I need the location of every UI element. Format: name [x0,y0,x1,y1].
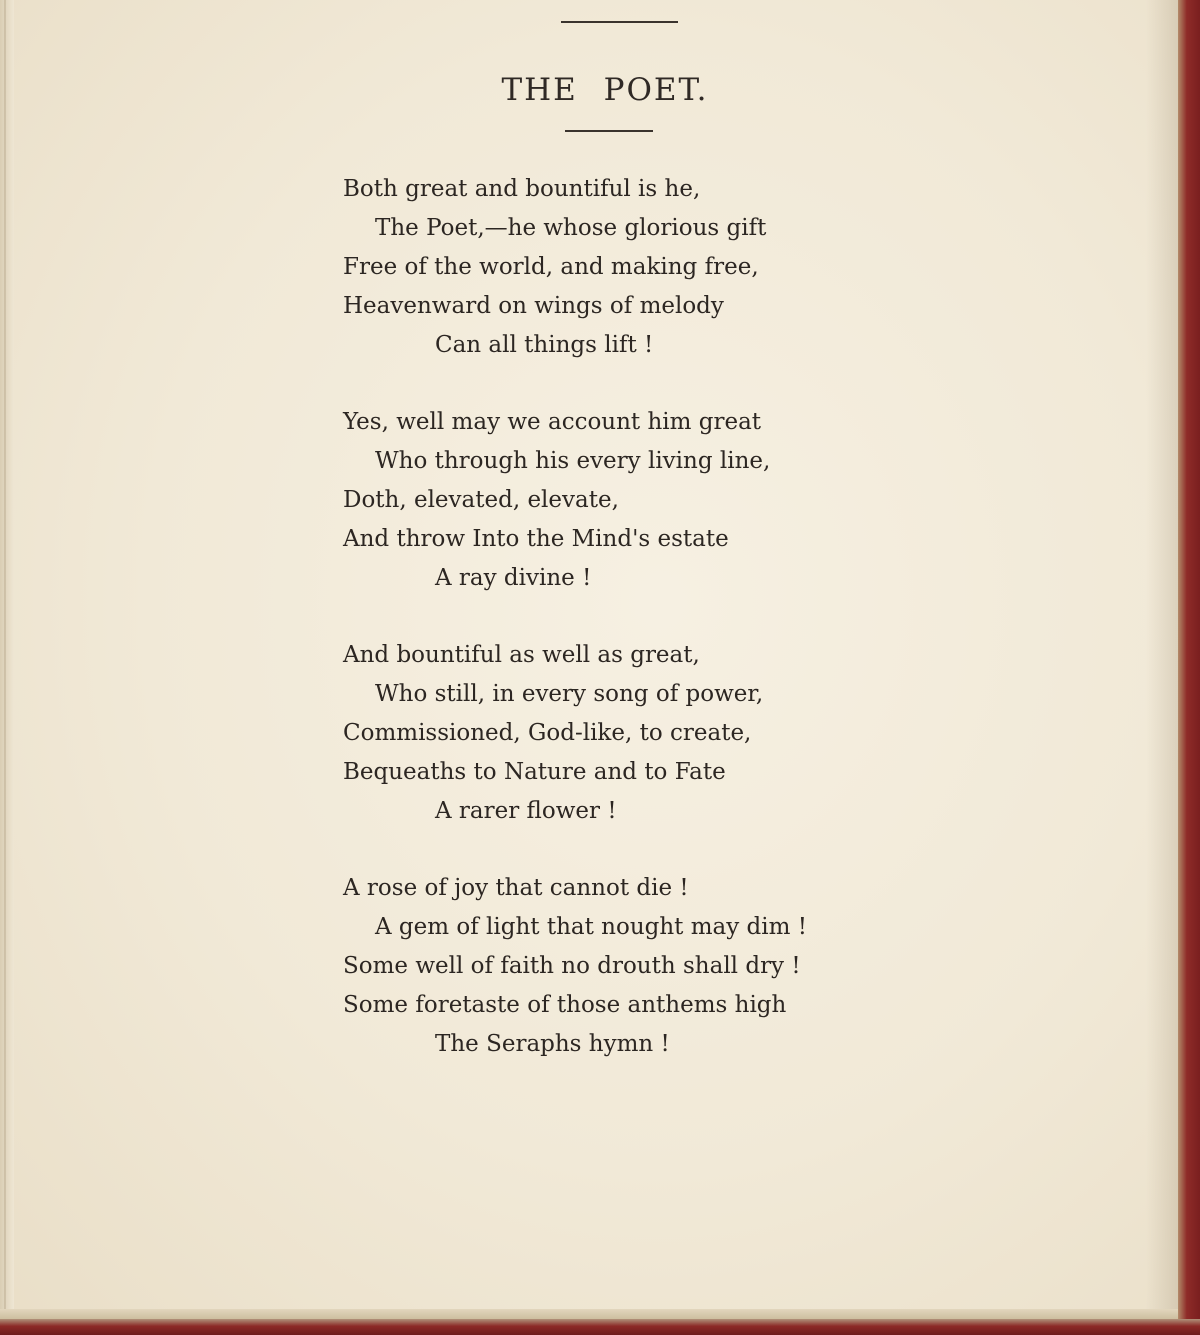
verse-line: Yes, well may we account him great [343,409,762,435]
verse-line: Heavenward on wings of melody [343,293,724,319]
book-binding-bottom [0,1319,1200,1335]
title-underline-rule [565,130,653,132]
verse-line: Who through his every living line, [375,448,771,474]
stanza-2 [343,403,843,598]
poem-title: THE POET. [501,72,709,108]
verse-line: Can all things lift ! [435,332,654,358]
stanza-4 [343,869,843,1064]
verse-line: A ray divine ! [435,565,592,591]
book-binding-right [1178,0,1200,1335]
verse-line: A rarer flower ! [435,798,617,824]
verse-line: Some foretaste of those anthems high [343,992,787,1018]
verse-line: Who still, in every song of power, [375,681,764,707]
verse-line: Free of the world, and making free, [343,254,759,280]
verse-line: Doth, elevated, elevate, [343,487,619,513]
gutter-shadow [1146,0,1178,1335]
verse-line: Both great and bountiful is he, [343,176,701,202]
verse-line: Some well of faith no drouth shall dry ! [343,953,801,979]
verse-line: Commissioned, God-like, to create, [343,720,752,746]
page-left-edge [0,0,14,1335]
page-bottom-edge [0,1309,1178,1319]
page-fold-line [4,0,6,1335]
verse-line: The Poet,—he whose glorious gift [375,215,767,241]
stanza-1 [343,170,843,365]
verse-line: And bountiful as well as great, [343,642,700,668]
stanza-3 [343,636,843,831]
top-rule [561,21,678,23]
verse-line: Bequeaths to Nature and to Fate [343,759,726,785]
poem-body [343,170,843,1102]
verse-line: A rose of joy that cannot die ! [343,875,689,901]
verse-line: A gem of light that nought may dim ! [375,914,808,940]
verse-line: And throw Into the Mind's estate [343,526,729,552]
verse-line: The Seraphs hymn ! [435,1031,670,1057]
